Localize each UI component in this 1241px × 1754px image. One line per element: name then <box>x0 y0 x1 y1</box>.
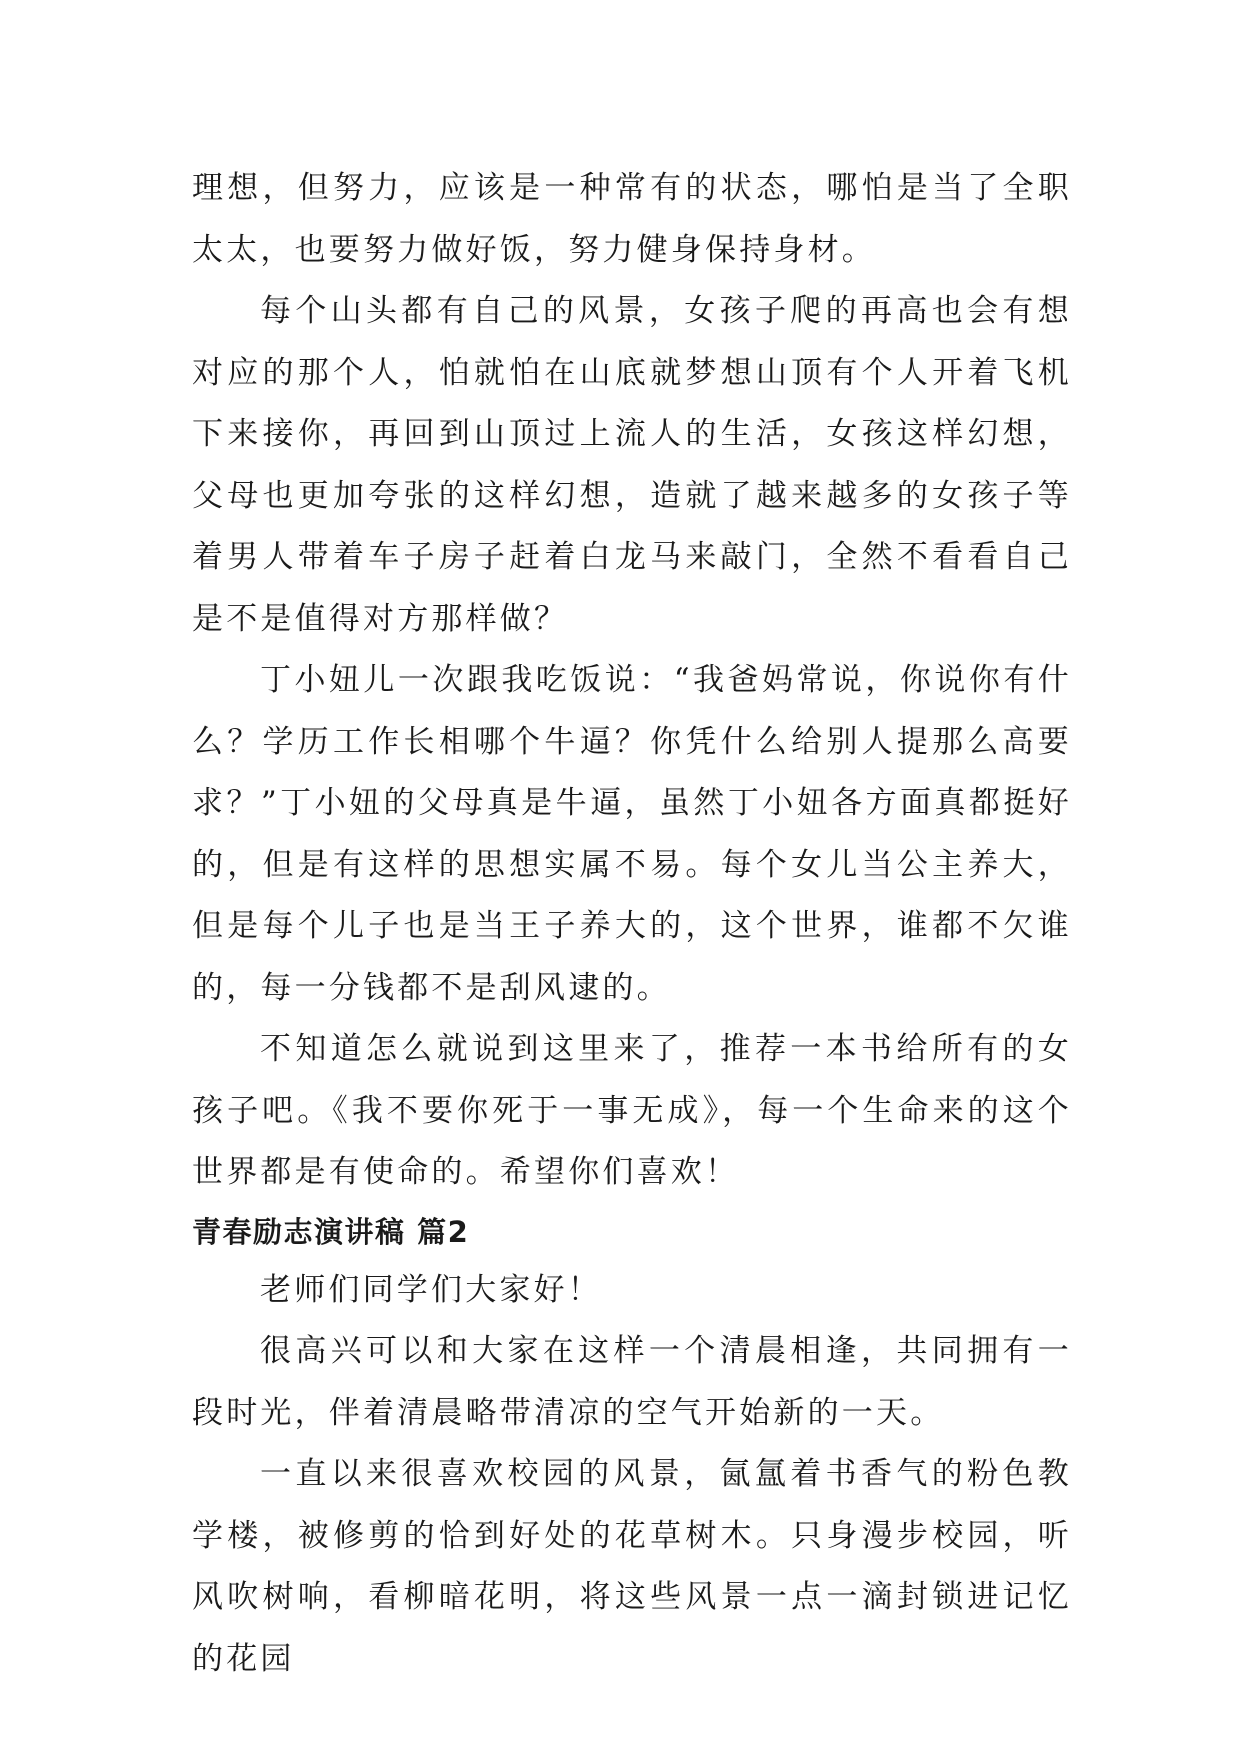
paragraph-1: 理想，但努力，应该是一种常有的状态，哪怕是当了全职太太，也要努力做好饭，努力健身保持身材。 <box>192 170 1072 268</box>
paragraph-2: 每个山头都有自己的风景，女孩子爬的再高也会有想对应的那个人，怕就怕在山底就梦想山顶有个人开着飞机下来接你，再回到山顶过上流人的生活，女孩这样幻想，父母也更加夸张的这样幻想，造就了越来越多的女孩子等着男人带着车子房子赶着白龙马来敲门，全然不看看自己是不是值得对方那样做？ <box>192 293 1072 637</box>
section-paragraph-2: 很高兴可以和大家在这样一个清晨相逢，共同拥有一段时光，伴着清晨略带清凉的空气开始新的一天。 <box>192 1333 1072 1431</box>
document-body <box>192 158 1072 1690</box>
paragraph-4: 不知道怎么就说到这里来了，推荐一本书给所有的女孩子吧。《我不要你死于一事无成》，每一个生命来的这个世界都是有使命的。希望你们喜欢！ <box>192 1031 1072 1190</box>
section-heading: 青春励志演讲稿 篇2 <box>192 1214 470 1249</box>
paragraph-3: 丁小妞儿一次跟我吃饭说：“我爸妈常说，你说你有什么？学历工作长相哪个牛逼？你凭什么给别人提那么高要求？”丁小妞的父母真是牛逼，虽然丁小妞各方面真都挺好的，但是有这样的思想实属不易。每个女儿当公主养大，但是每个儿子也是当王子养大的，这个世界，谁都不欠谁的，每一分钱都不是刮风逮的。 <box>192 662 1072 1006</box>
section-paragraph-3: 一直以来很喜欢校园的风景，氤氲着书香气的粉色教学楼，被修剪的恰到好处的花草树木。只身漫步校园，听风吹树响，看柳暗花明，将这些风景一点一滴封锁进记忆的花园 <box>192 1456 1072 1677</box>
greeting-paragraph: 老师们同学们大家好！ <box>260 1271 602 1308</box>
